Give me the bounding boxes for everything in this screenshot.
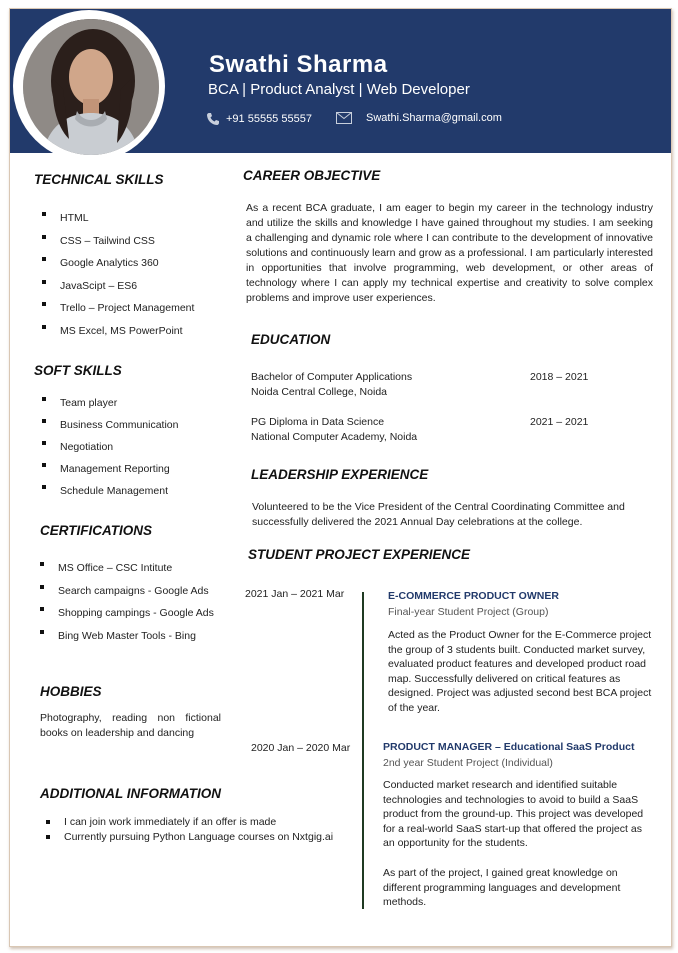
- soft-skills-title: SOFT SKILLS: [34, 363, 122, 378]
- soft-skills-list: [38, 392, 178, 502]
- career-objective-title: CAREER OBJECTIVE: [243, 168, 381, 183]
- institution-name: Noida Central College, Noida: [251, 386, 387, 398]
- list-item: Currently pursuing Python Language courses on Nxtgig.ai: [42, 830, 340, 845]
- list-item: HTML: [38, 207, 194, 230]
- list-item: Search campaigns - Google Ads: [36, 580, 214, 603]
- project-dates: 2020 Jan – 2020 Mar: [251, 742, 351, 754]
- list-item: Trello – Project Management: [38, 297, 194, 320]
- project-description: Acted as the Product Owner for the E-Commerce project the group of 3 students built. Conducted market survey, evaluated product features and developed product road map. Successfully delivered on critical features as designed. Project was adjusted second best BCA project of the year.: [388, 629, 652, 714]
- list-item: Bing Web Master Tools - Bing: [36, 625, 214, 648]
- list-item: Google Analytics 360: [38, 252, 194, 275]
- list-item: JavaScipt – ES6: [38, 275, 194, 298]
- career-objective-text: As a recent BCA graduate, I am eager to begin my career in the technology industry and utilize the skills and knowledge I have gained throughout my studies. I am seeking a challenging and dynamic role where I can contribute to the development of innovative solutions and continuously learn and grow as a professional. I am particularly interested in opportunities that involve programming, web development, or other areas of technology where I can apply my technical expertise and creativity to solve complex problems and improve user experiences.: [246, 202, 653, 304]
- degree-name: PG Diploma in Data Science: [251, 416, 385, 428]
- project-role: E-COMMERCE PRODUCT OWNER: [388, 590, 559, 602]
- project-type: Final-year Student Project (Group): [388, 606, 549, 618]
- project-type: 2nd year Student Project (Individual): [383, 757, 553, 769]
- list-item: Shopping campings - Google Ads: [36, 602, 214, 625]
- portrait-illustration: [23, 19, 159, 155]
- leadership-text: Volunteered to be the Vice President of the Central Coordinating Committee and successfully delivered the 2021 Annual Day celebrations at the college.: [252, 501, 625, 528]
- phone-icon: [206, 112, 220, 126]
- education-title: EDUCATION: [251, 332, 331, 347]
- phone-contact: [206, 112, 312, 126]
- profile-photo: [23, 19, 159, 155]
- education-entry: [251, 415, 417, 445]
- list-item: Business Communication: [38, 414, 178, 436]
- list-item: Negotiation: [38, 436, 178, 458]
- leadership-title: LEADERSHIP EXPERIENCE: [251, 467, 429, 482]
- envelope-icon: [336, 112, 352, 124]
- project-role: PRODUCT MANAGER – Educational SaaS Product: [383, 741, 635, 753]
- institution-name: National Computer Academy, Noida: [251, 431, 418, 443]
- list-item: MS Office – CSC Intitute: [36, 557, 214, 580]
- candidate-subtitle: BCA | Product Analyst | Web Developer: [208, 81, 470, 98]
- project-description-extra: As part of the project, I gained great knowledge on different programming languages and development methods.: [383, 867, 621, 909]
- project-description: Conducted market research and identified suitable technologies and technologies to avoid to build a SaaS product from the ground-up. This project was developed for a real-world SaaS start-up that offered the project as an opportunity for the students.: [383, 779, 644, 850]
- education-years: 2018 – 2021: [530, 371, 589, 383]
- hobbies-title: HOBBIES: [40, 684, 102, 699]
- additional-information-title: ADDITIONAL INFORMATION: [40, 786, 221, 801]
- additional-information-list: [42, 815, 340, 844]
- list-item: Schedule Management: [38, 480, 178, 502]
- certifications-list: [36, 557, 214, 647]
- profile-photo-frame: [13, 10, 165, 162]
- list-item: I can join work immediately if an offer is made: [42, 815, 340, 830]
- hobbies-text: Photography, reading non fictional books on leadership and dancing: [40, 712, 221, 739]
- degree-name: Bachelor of Computer Applications: [251, 371, 413, 383]
- education-entry: [251, 370, 412, 400]
- timeline-line: [362, 592, 364, 909]
- list-item: CSS – Tailwind CSS: [38, 230, 194, 253]
- technical-skills-title: TECHNICAL SKILLS: [34, 172, 164, 187]
- email-address: Swathi.Sharma@gmail.com: [366, 112, 502, 124]
- phone-number: +91 55555 55557: [226, 113, 312, 125]
- technical-skills-list: [38, 207, 194, 342]
- resume-page: [9, 8, 672, 947]
- education-years: 2021 – 2021: [530, 416, 589, 428]
- list-item: Team player: [38, 392, 178, 414]
- email-contact: [336, 112, 502, 124]
- projects-title: STUDENT PROJECT EXPERIENCE: [248, 547, 471, 562]
- list-item: Management Reporting: [38, 458, 178, 480]
- candidate-name: Swathi Sharma: [209, 51, 388, 78]
- certifications-title: CERTIFICATIONS: [40, 523, 153, 538]
- list-item: MS Excel, MS PowerPoint: [38, 320, 194, 343]
- project-dates: 2021 Jan – 2021 Mar: [245, 588, 345, 600]
